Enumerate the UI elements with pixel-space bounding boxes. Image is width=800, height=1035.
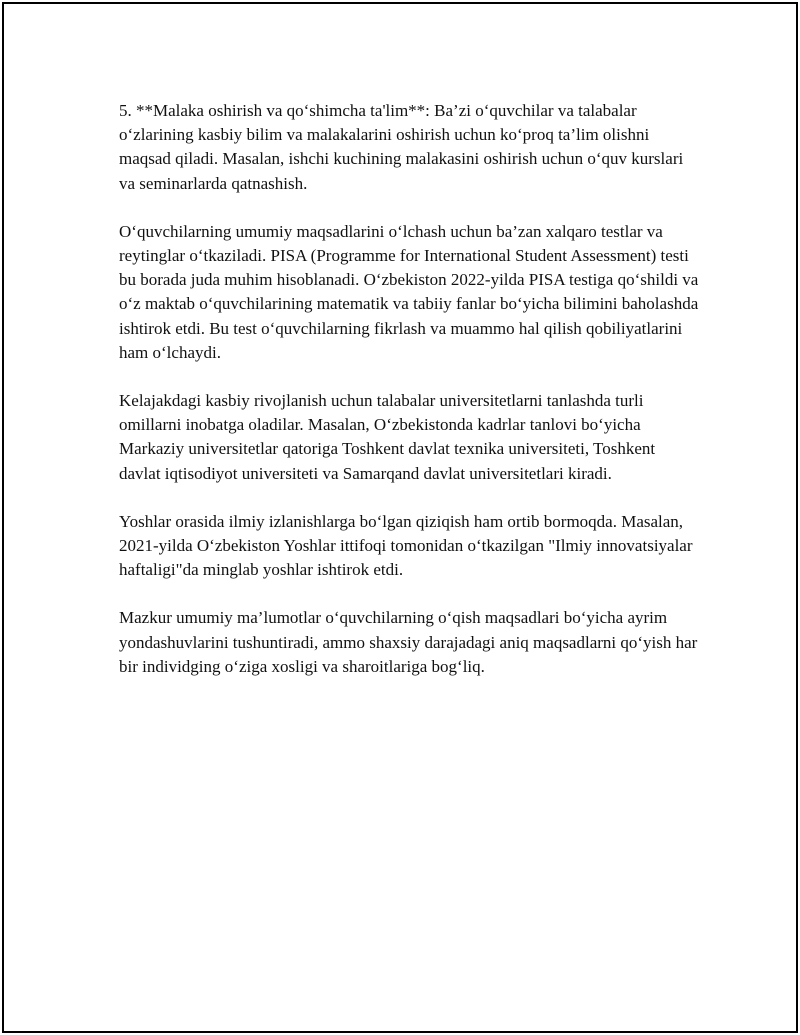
document-page (2, 2, 798, 1033)
paragraph-pisa: O‘quvchilarning umumiy maqsadlarini o‘lchash uchun ba’zan xalqaro testlar va reytinglar o‘tkaziladi. PISA (Programme for International Student Assessment) testi bu borada juda muhim hisoblanadi. O‘zbekiston 2022-yilda PISA testiga qo‘shildi va o‘z maktab o‘quvchilarining matematik va tabiiy fanlar bo‘yicha bilimini baholashda ishtirok etdi. Bu test o‘quvchilarning fikrlash va muammo hal qilish qobiliyatlarini ham o‘lchaydi. (119, 221, 699, 362)
document-body (119, 99, 699, 703)
paragraph-xulosa: Mazkur umumiy ma’lumotlar o‘quvchilarning o‘qish maqsadlari bo‘yicha ayrim yondashuvlarini tushuntiradi, ammo shaxsiy darajadagi aniq maqsadlarni qo‘yish har bir individging o‘ziga xosligi va sharoitlariga bog‘liq. (119, 608, 698, 676)
paragraph-universitetlar: Kelajakdagi kasbiy rivojlanish uchun talabalar universitetlarni tanlashda turli omillarni inobatga oladilar. Masalan, O‘zbekistonda kadrlar tanlovi bo‘yicha Markaziy universitetlar qatoriga Toshkent davlat texnika universiteti, Toshkent davlat iqtisodiyot universiteti va Samarqand davlat universitetlari kiradi. (119, 391, 656, 483)
paragraph-malaka-oshirish: 5. **Malaka oshirish va qo‘shimcha ta'lim**: Ba’zi o‘quvchilar va talabalar o‘zlarining kasbiy bilim va malakalarini oshirish uchun ko‘proq ta’lim olishni maqsad qiladi. Masalan, ishchi kuchining malakasini oshirish uchun o‘quv kurslari va seminarlarda qatnashish. (119, 101, 684, 193)
paragraph-ilmiy-izlanishlar: Yoshlar orasida ilmiy izlanishlarga bo‘lgan qiziqish ham ortib bormoqda. Masalan, 2021-yilda O‘zbekiston Yoshlar ittifoqi tomonidan o‘tkazilgan "Ilmiy innovatsiyalar haftaligi"da minglab yoshlar ishtirok etdi. (119, 511, 693, 580)
